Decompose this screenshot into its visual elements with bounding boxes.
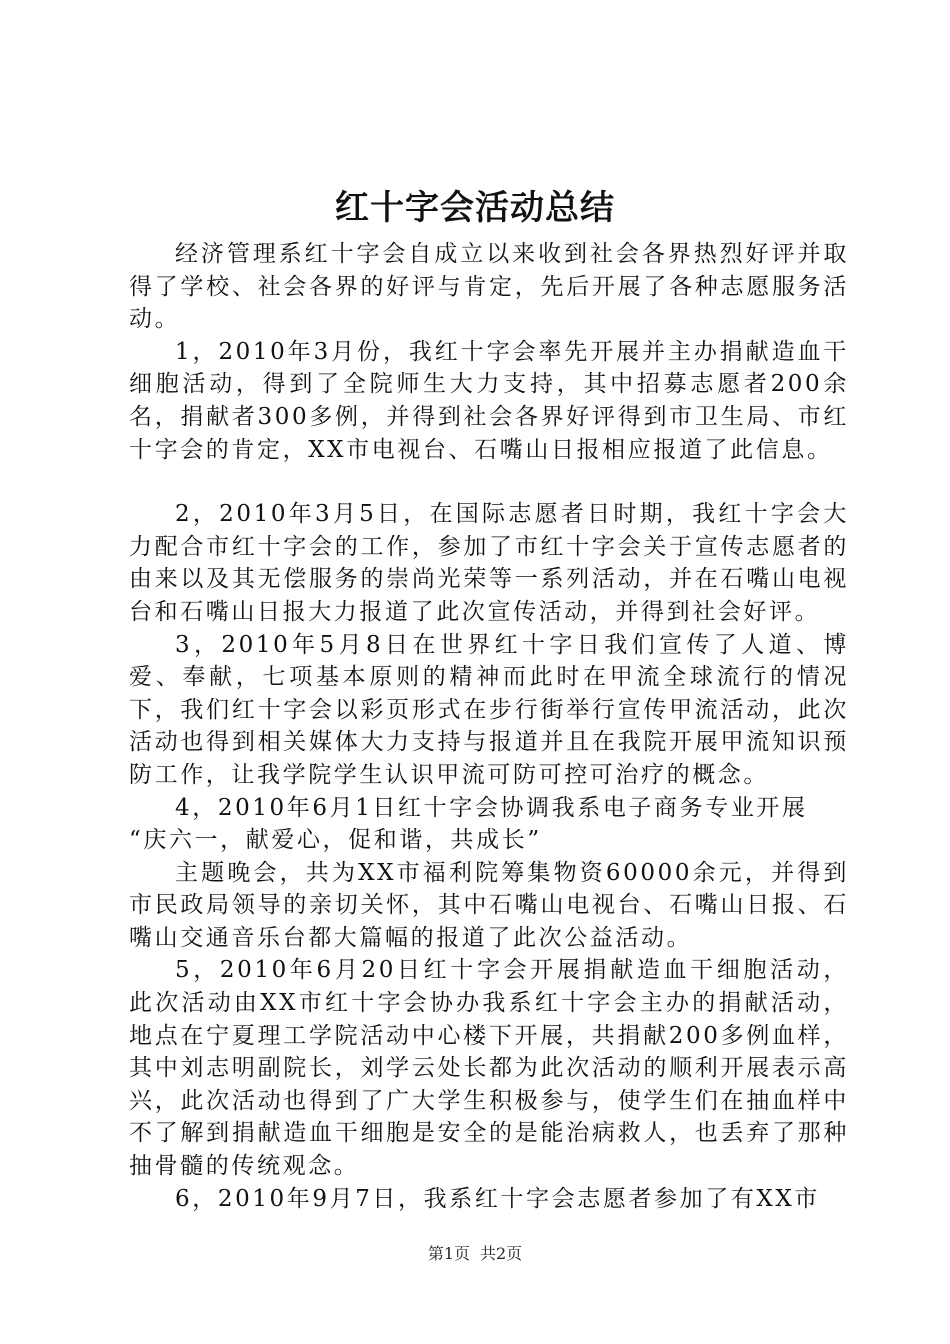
paragraph-item-1: 1，2010年3月份，我红十字会率先开展并主办捐献造血干细胞活动，得到了全院师生大力支持，其中招募志愿者200余名，捐献者300多例，并得到社会各界好评得到市卫生局、市红十字会的肯定，XX市电视台、石嘴山日报相应报道了此信息。 <box>129 338 849 463</box>
paragraph-item-4: 4，2010年6月1日红十字会协调我系电子商务专业开展 <box>175 794 808 821</box>
page-footer <box>0 1242 950 1266</box>
paragraph-item-2: 2，2010年3月5日，在国际志愿者日时期，我红十字会大力配合市红十字会的工作，参加了市红十字会关于宣传志愿者的由来以及其无偿服务的崇尚光荣等一系列活动，并在石嘴山电视台和石嘴山日报大力报道了此次宣传活动，并得到社会好评。 <box>129 501 849 625</box>
paragraph-item-4-continued: 主题晚会，共为XX市福利院筹集物资60000余元，并得到市民政局领导的亲切关怀，其中石嘴山电视台、石嘴山日报、石嘴山交通音乐台都大篇幅的报道了此次公益活动。 <box>129 859 849 951</box>
paragraph-item-6: 6，2010年9月7日，我系红十字会志愿者参加了有XX市 <box>175 1185 820 1212</box>
paragraph-item-5: 5，2010年6月20日红十字会开展捐献造血干细胞活动，此次活动由XX市红十字会协办我系红十字会主办的捐献活动，地点在宁夏理工学院活动中心楼下开展，共捐献200多例血样，其中刘志明副院长，刘学云处长都为此次活动的顺利开展表示高兴，此次活动也得到了广大学生积极参与，使学生们在抽血样中不了解到捐献造血干细胞是安全的是能治病救人，也丢弃了那种抽骨髓的传统观念。 <box>129 957 849 1180</box>
paragraph-item-3: 3，2010年5月8日在世界红十字日我们宣传了人道、博爱、奉献，七项基本原则的精神而此时在甲流全球流行的情况下，我们红十字会以彩页形式在步行街举行宣传甲流活动，此次活动也得到相关媒体大力支持与报道并且在我院开展甲流知识预防工作，让我学院学生认识甲流可防可控可治疗的概念。 <box>129 631 849 788</box>
document-title: 红十字会活动总结 <box>335 188 615 228</box>
paragraph-intro: 经济管理系红十字会自成立以来收到社会各界热烈好评并取得了学校、社会各界的好评与肯定，先后开展了各种志愿服务活动。 <box>129 241 849 333</box>
page-number: 第1页 <box>427 1244 470 1263</box>
document-body <box>129 238 849 1215</box>
paragraph-slogan: “庆六一，献爱心，促和谐，共成长” <box>129 827 542 854</box>
page-total: 共2页 <box>480 1244 523 1263</box>
